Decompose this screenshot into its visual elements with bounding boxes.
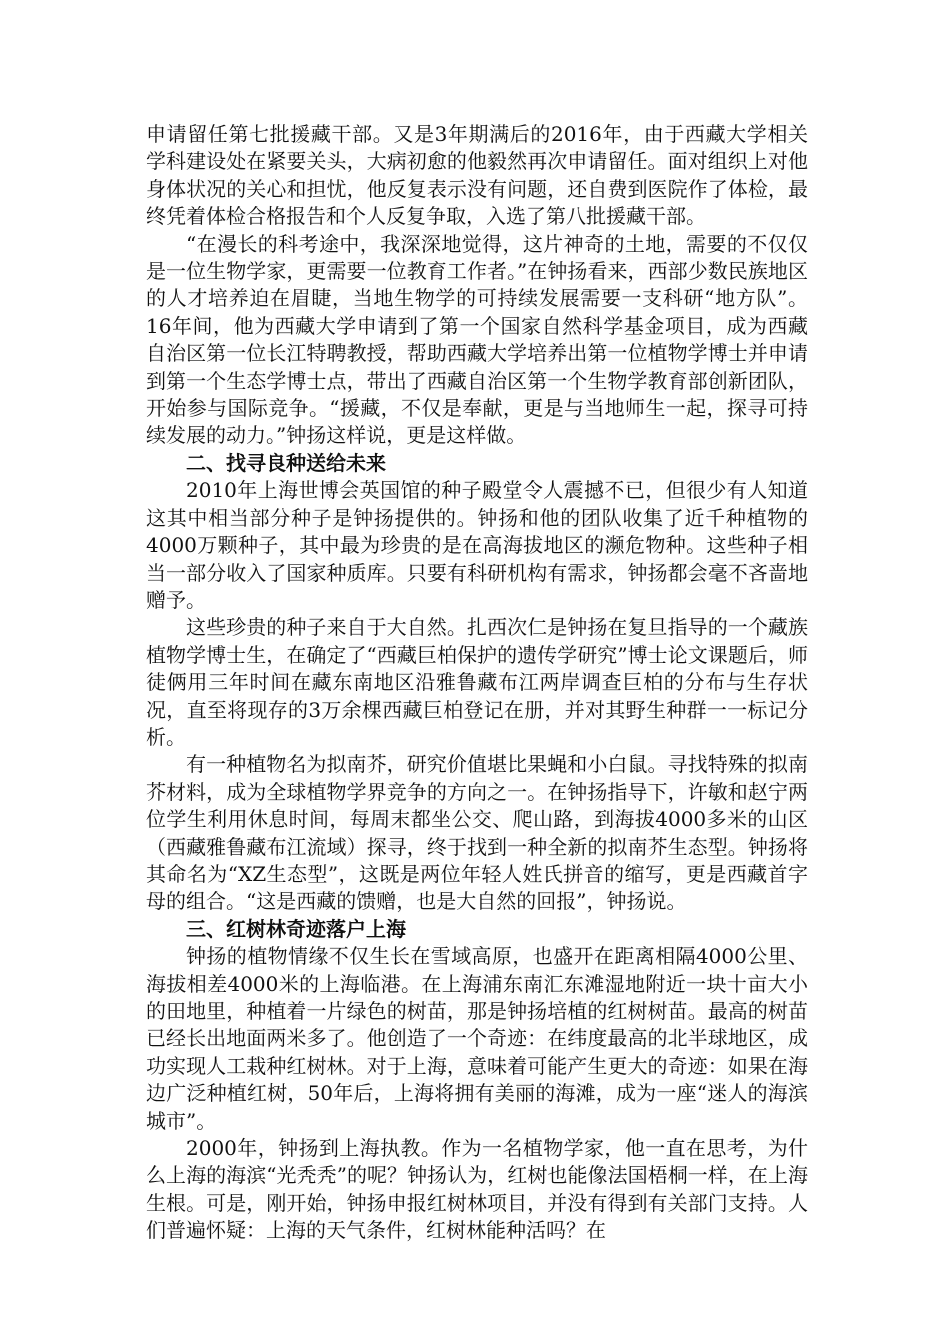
section-heading: 二、找寻良种送给未来	[186, 450, 386, 475]
paragraph: 有一种植物名为拟南芥，研究价值堪比果蝇和小白鼠。寻找特殊的拟南芥材料，成为全球植物学界竞争的方向之一。在钟扬指导下，许敏和赵宁两位学生利用休息时间，每周末都坐公交、爬山路，到海拔4000多米的山区（西藏雅鲁藏布江流域）探寻，终于找到一种全新的拟南芥生态型。钟扬将其命名为“XZ生态型”，这既是两位年轻人姓氏拼音的缩写，更是西藏首字母的组合。“这是西藏的馈赠，也是大自然的回报”，钟扬说。	[146, 752, 808, 914]
paragraph: “在漫长的科考途中，我深深地觉得，这片神奇的土地，需要的不仅仅是一位生物学家，更需要一位教育工作者。”在钟扬看来，西部少数民族地区的人才培养迫在眉睫，当地生物学的可持续发展需要一支科研“地方队”。16年间，他为西藏大学申请到了第一个国家自然科学基金项目，成为西藏自治区第一位长江特聘教授，帮助西藏大学培养出第一位植物学博士并申请到第一个生态学博士点，带出了西藏自治区第一个生物学教育部创新团队，开始参与国际竞争。“援藏，不仅是奉献，更是与当地师生一起，探寻可持续发展的动力。”钟扬这样说，更是这样做。	[146, 231, 808, 448]
paragraph: 2010年上海世博会英国馆的种子殿堂令人震撼不已，但很少有人知道这其中相当部分种子是钟扬提供的。钟扬和他的团队收集了近千种植物的4000万颗种子，其中最为珍贵的是在高海拔地区的濒危物种。这些种子相当一部分收入了国家种质库。只要有科研机构有需求，钟扬都会毫不吝啬地赠予。	[146, 478, 808, 612]
document-page	[146, 121, 808, 1245]
paragraph: 申请留任第七批援藏干部。又是3年期满后的2016年，由于西藏大学相关学科建设处在紧要关头，大病初愈的他毅然再次申请留任。面对组织上对他身体状况的关心和担忧，他反复表示没有问题，还自费到医院作了体检，最终凭着体检合格报告和个人反复争取，入选了第八批援藏干部。	[146, 122, 808, 229]
paragraph: 钟扬的植物情缘不仅生长在雪域高原，也盛开在距离相隔4000公里、海拔相差4000米的上海临港。在上海浦东南汇东滩湿地附近一块十亩大小的田地里，种植着一片绿色的树苗，那是钟扬培植的红树树苗。最高的树苗已经长出地面两米多了。他创造了一个奇迹：在纬度最高的北半球地区，成功实现人工栽种红树林。对于上海，意味着可能产生更大的奇迹：如果在海边广泛种植红树，50年后，上海将拥有美丽的海滩，成为一座“迷人的海滨城市”。	[146, 944, 808, 1133]
paragraph: 2000年，钟扬到上海执教。作为一名植物学家，他一直在思考，为什么上海的海滨“光秃秃”的呢？钟扬认为，红树也能像法国梧桐一样，在上海生根。可是，刚开始，钟扬申报红树林项目，并没有得到有关部门支持。人们普遍怀疑：上海的天气条件，红树林能种活吗？在	[146, 1136, 808, 1243]
paragraph: 这些珍贵的种子来自于大自然。扎西次仁是钟扬在复旦指导的一个藏族植物学博士生，在确定了“西藏巨柏保护的遗传学研究”博士论文课题后，师徒俩用三年时间在藏东南地区沿雅鲁藏布江两岸调查巨柏的分布与生存状况，直至将现存的3万余棵西藏巨柏登记在册，并对其野生种群一一标记分析。	[146, 615, 808, 749]
section-heading: 三、红树林奇迹落户上海	[186, 916, 406, 941]
